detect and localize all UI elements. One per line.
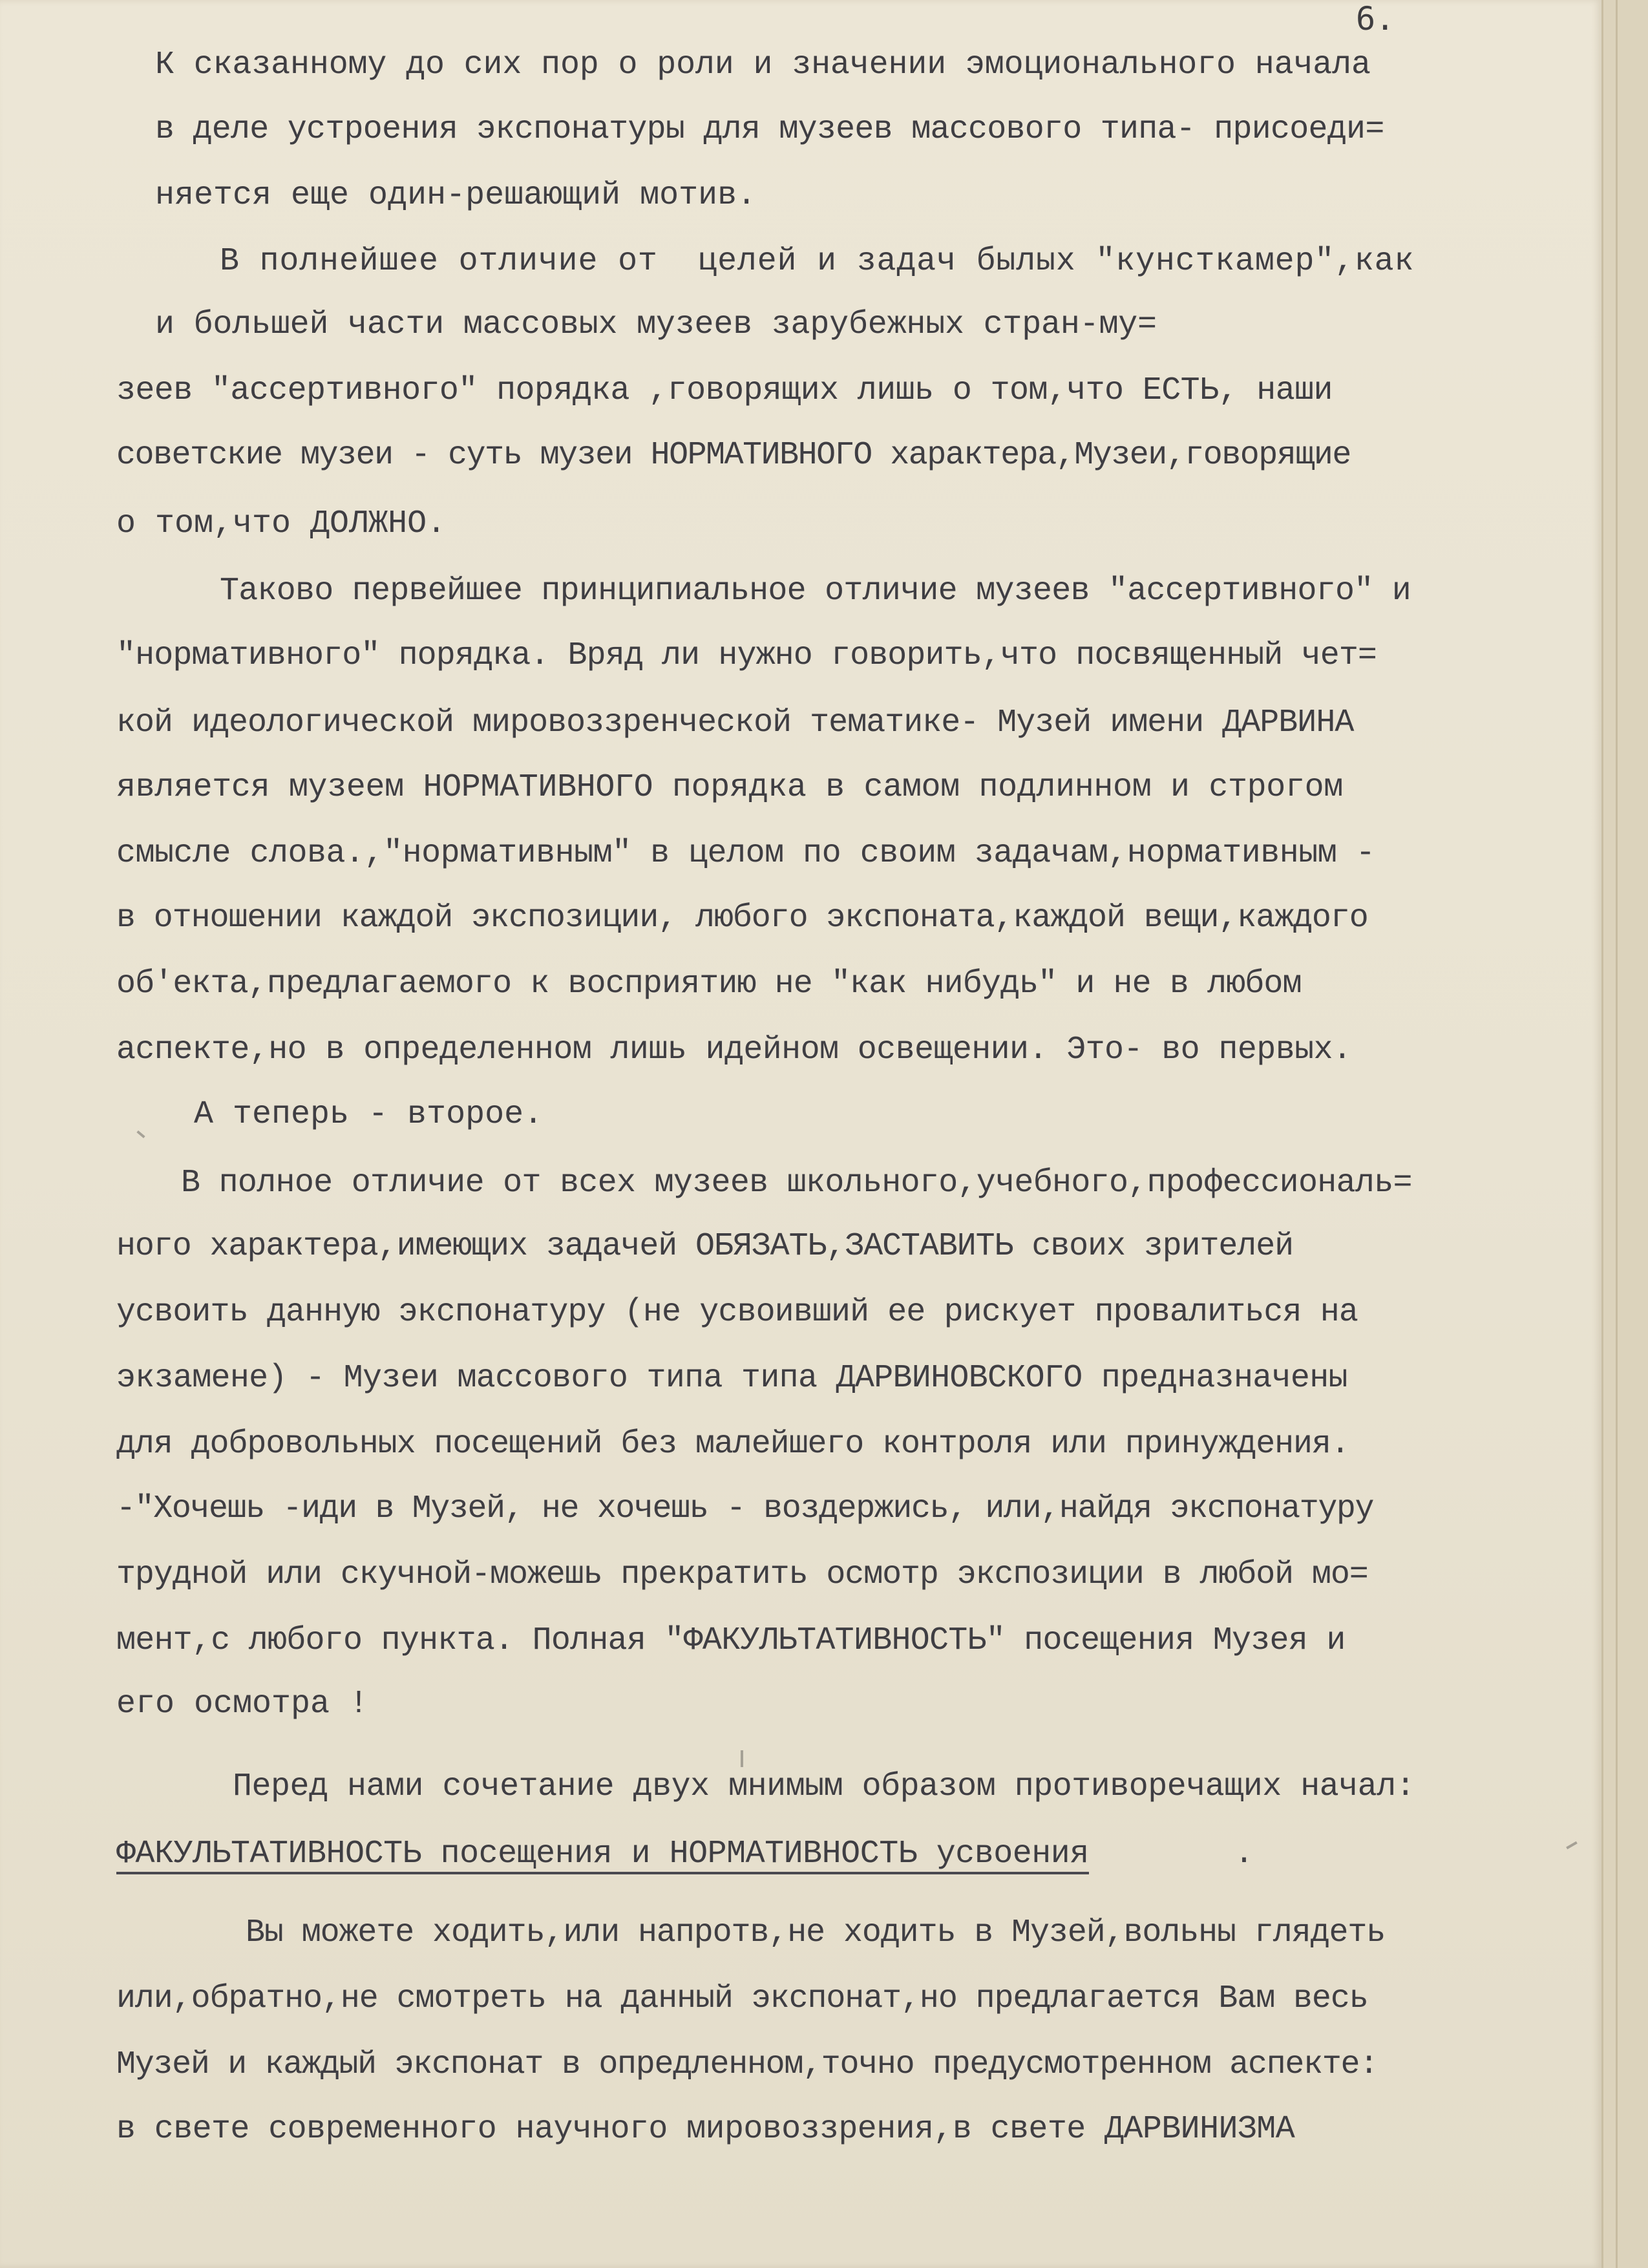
text-line: Вы можете ходить,или напротв,не ходить в Музей,вольны глядеть (246, 1914, 1386, 1951)
text-line: аспекте,но в определенном лишь идейном освещении. Это- во первых. (116, 1032, 1352, 1068)
text-line: -"Хочешь -иди в Музей, не хочешь - воздержись, или,найдя экспонатуру (116, 1490, 1374, 1527)
text-line: Таково первейшее принципиальное отличие музеев "ассертивного" и (220, 573, 1411, 609)
text-line: К сказанному до сих пор о роли и значении эмоционального начала (155, 47, 1371, 83)
underlined-text-line: ФАКУЛЬТАТИВНОСТЬ посещения и НОРМАТИВНОСТЬ усвоения (116, 1838, 1089, 1874)
paper-edge-line (1616, 0, 1618, 2268)
text-line: для добровольных посещений без малейшего контроля или принуждения. (116, 1426, 1349, 1463)
text-line: о том,что ДОЛЖНО. (116, 505, 447, 542)
text-line: в отношении каждой экспозиции, любого экспоната,каждой вещи,каждого (116, 900, 1368, 937)
text-line: В полное отличие от всех музеев школьного,учебного,профессиональ= (181, 1165, 1412, 1202)
text-line: мент,с любого пункта. Полная "ФАКУЛЬТАТИВНОСТЬ" посещения Музея и (116, 1622, 1346, 1659)
text-line: в деле устроения экспонатуры для музеев массового типа- присоеди= (155, 111, 1384, 148)
text-line: или,обратно,не смотреть на данный экспонат,но предлагается Вам весь (116, 1980, 1368, 2017)
text-line: и большей части массовых музеев зарубежных стран-му= (155, 306, 1157, 343)
text-line: усвоить данную экспонатуру (не усвоивший ее рискует провалиться на (116, 1294, 1358, 1331)
text-line: зеев "ассертивного" порядка ,говорящих лишь о том,что ЕСТЬ, наши (116, 372, 1333, 409)
text-line: няется еще один-решающий мотив. (155, 177, 757, 214)
pencil-mark (741, 1750, 743, 1767)
paper-edge (1601, 0, 1648, 2268)
text-line: Музей и каждый экспонат в опредленном,точно предусмотренном аспекте: (116, 2046, 1378, 2083)
text-line: В полнейшее отличие от целей и задач былых "кунсткамер",как (220, 243, 1415, 280)
text-line: "нормативного" порядка. Вряд ли нужно говорить,что посвященный чет= (116, 637, 1377, 674)
text-line: кой идеологической мировоззренческой тематике- Музей имени ДАРВИНА (116, 705, 1354, 741)
text-line: экзамене) - Музеи массового типа типа ДАРВИНОВСКОГО предназначены (116, 1360, 1347, 1397)
text-line: в свете современного научного мировоззрения,в свете ДАРВИНИЗМА (116, 2111, 1295, 2148)
text-line: трудной или скучной-можешь прекратить осмотр экспозиции в любой мо= (116, 1556, 1368, 1593)
text-line-period: . (1234, 1836, 1254, 1872)
text-line: об'екта,предлагаемого к восприятию не "как нибудь" и не в любом (116, 966, 1302, 1002)
text-line: ного характера,имеющих задачей ОБЯЗАТЬ,ЗАСТАВИТЬ своих зрителей (116, 1228, 1294, 1265)
page-number: 6. (1356, 0, 1395, 37)
text-line: смысле слова.,"нормативным" в целом по своим задачам,нормативным - (116, 835, 1375, 872)
text-line: советские музеи - суть музеи НОРМАТИВНОГО характера,Музеи,говорящие (116, 437, 1351, 474)
text-line: А теперь - второе. (194, 1096, 544, 1133)
text-line: является музеем НОРМАТИВНОГО порядка в самом подлинном и строгом (116, 769, 1343, 806)
text-line: его осмотра ! (116, 1686, 369, 1722)
text-line: Перед нами сочетание двух мнимым образом противоречащих начал: (233, 1768, 1415, 1805)
